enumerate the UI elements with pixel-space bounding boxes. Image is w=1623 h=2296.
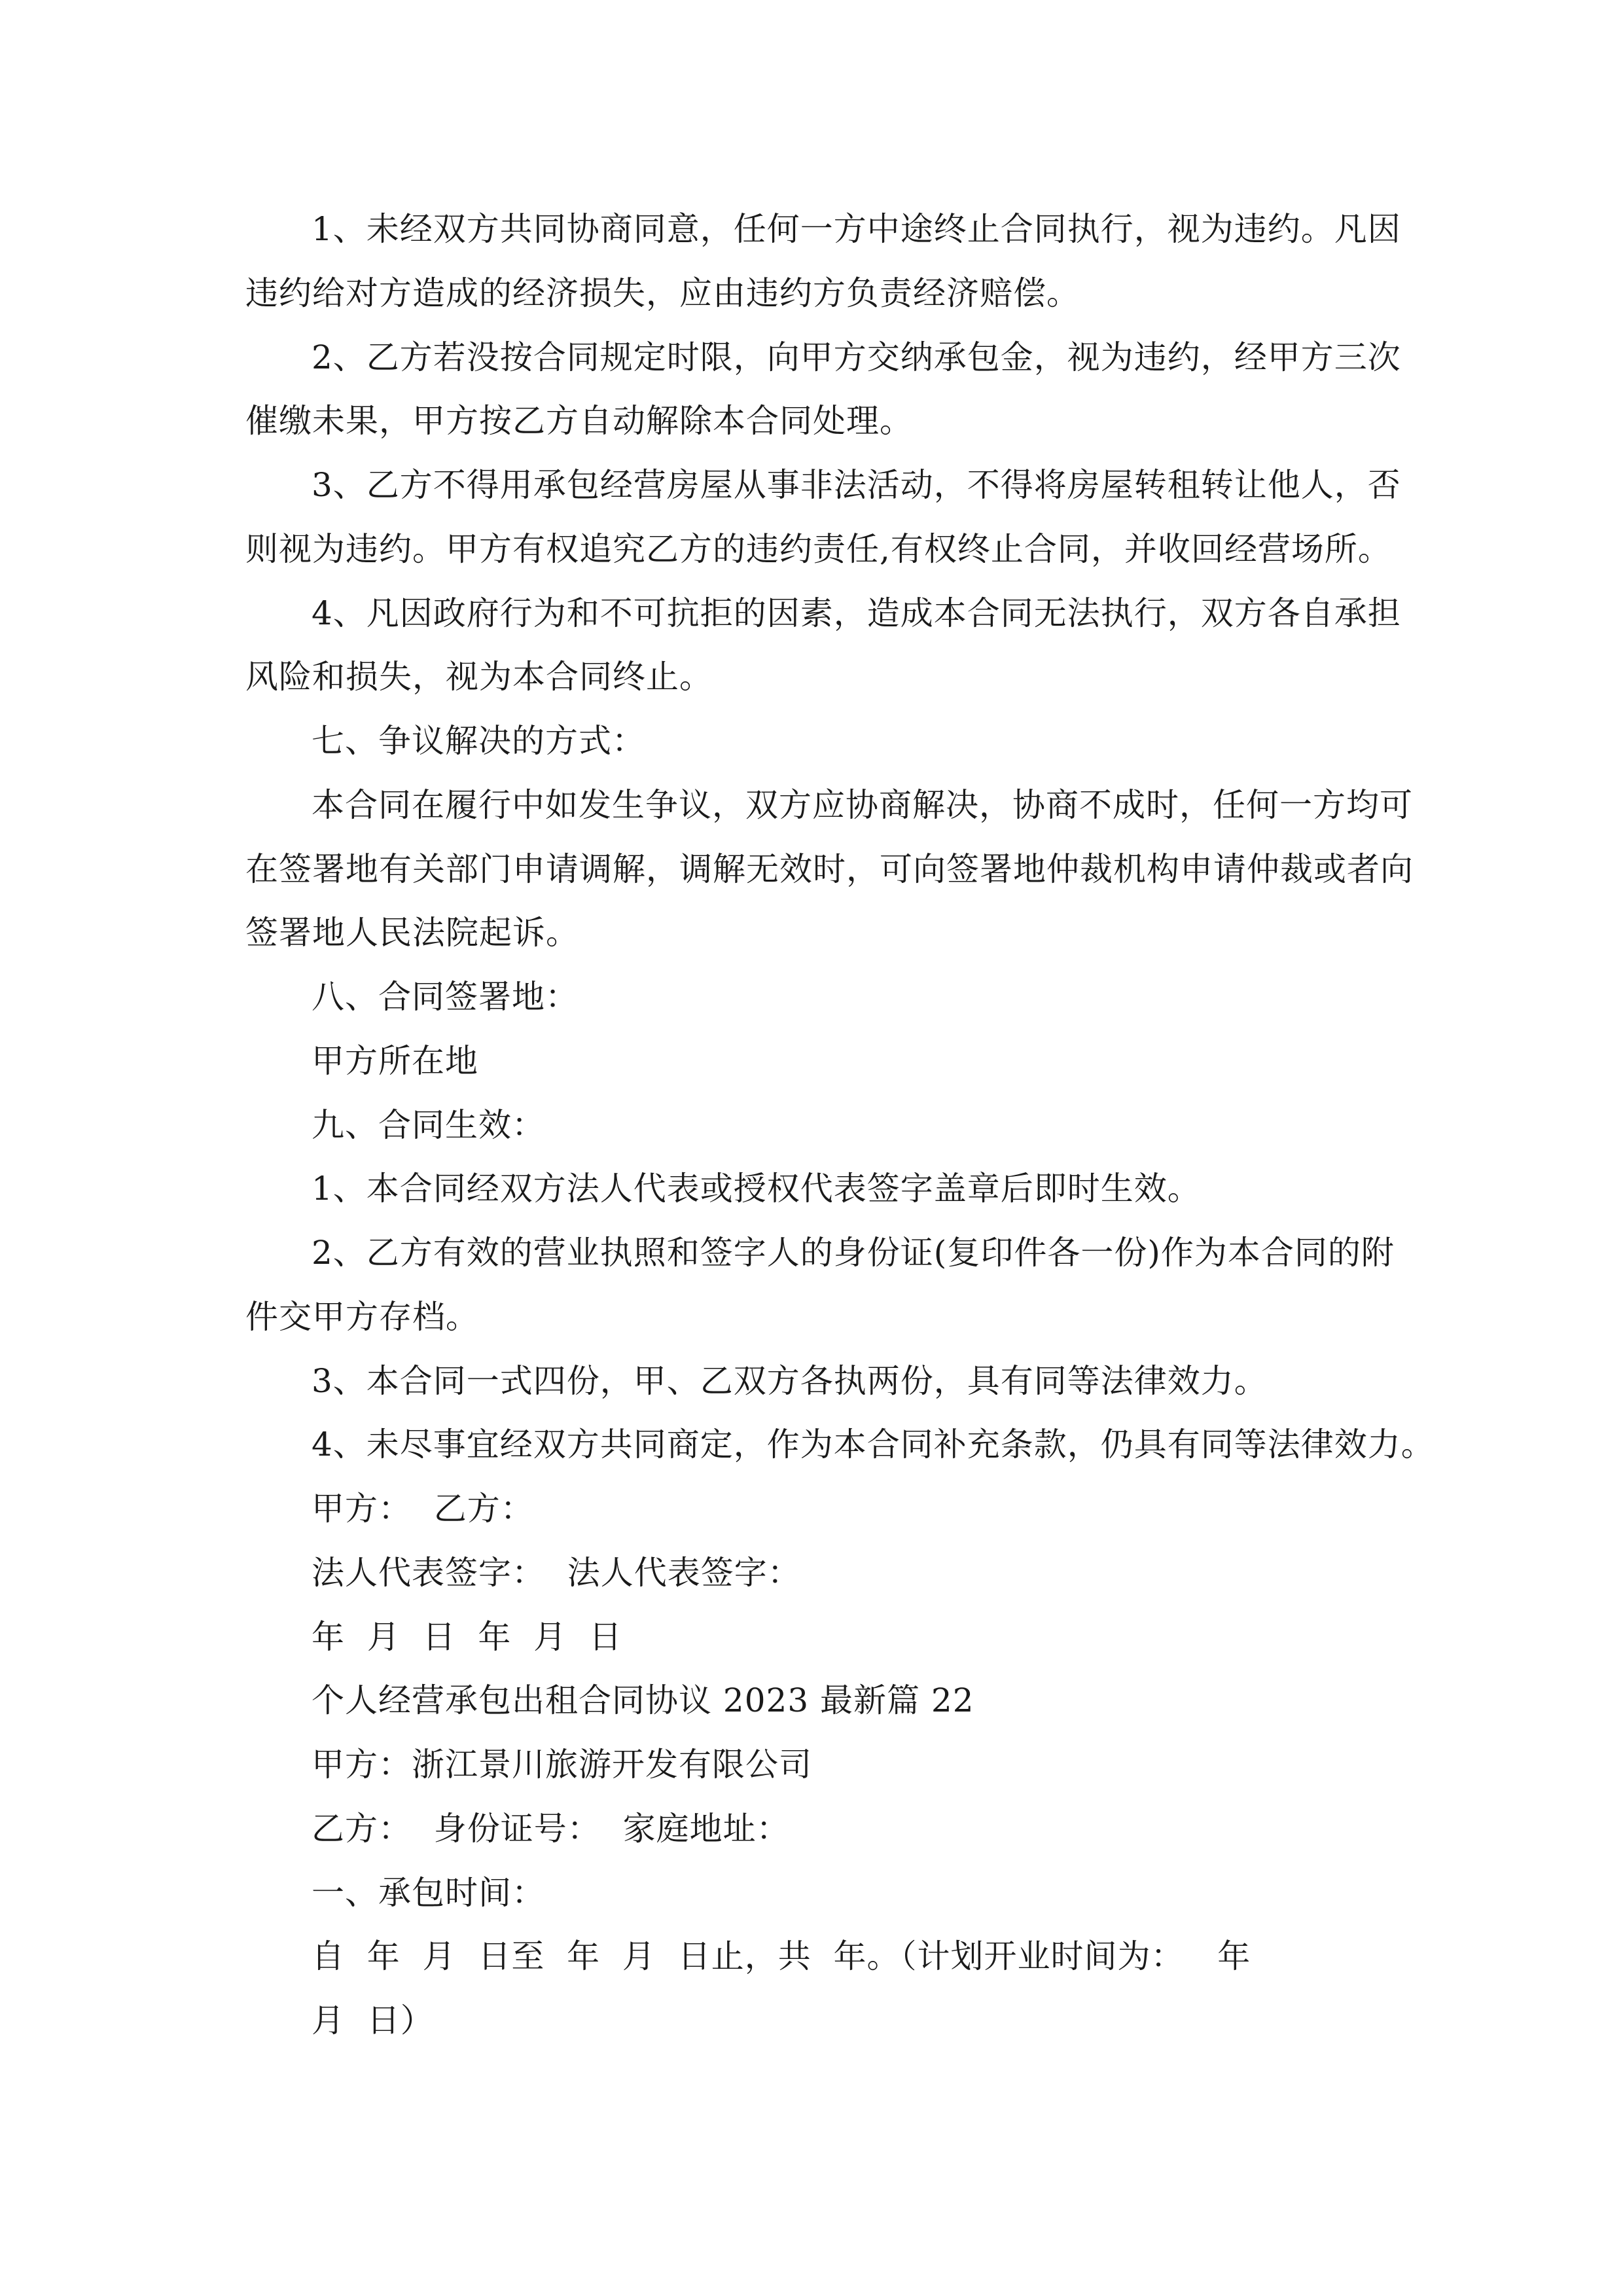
text-line: 件交甲方存档。 — [245, 1298, 479, 1336]
text-line: 风险和损失，视为本合同终止。 — [245, 658, 713, 696]
party-b-line: 乙方： 身份证号： 家庭地址： — [312, 1810, 790, 1848]
text-line: 甲方所在地 — [312, 1042, 478, 1080]
section-heading: 七、争议解决的方式： — [312, 722, 645, 760]
text-line: 3、乙方不得用承包经营房屋从事非法活动，不得将房屋转租转让他人，否 — [312, 466, 1401, 504]
section-heading: 一、承包时间： — [312, 1874, 545, 1912]
text-line: 3、本合同一式四份，甲、乙双方各执两份，具有同等法律效力。 — [312, 1362, 1268, 1400]
text-line: 则视为违约。甲方有权追究乙方的违约责任,有权终止合同，并收回经营场所。 — [245, 530, 1391, 568]
section-heading: 八、合同签署地： — [312, 978, 579, 1016]
term-line: 自 年 月 日至 年 月 日止，共 年。（计划开业时间为： 年 — [312, 1937, 1251, 1975]
text-line: 2、乙方有效的营业执照和签字人的身份证(复印件各一份)作为本合同的附 — [312, 1234, 1395, 1272]
signature-parties-line: 甲方： 乙方： — [312, 1490, 534, 1528]
text-line: 在签署地有关部门申请调解，调解无效时，可向签署地仲裁机构申请仲裁或者向 — [245, 850, 1414, 888]
text-line: 1、未经双方共同协商同意，任何一方中途终止合同执行，视为违约。凡因 — [312, 210, 1401, 248]
date-line: 年 月 日 年 月 日 — [312, 1618, 622, 1656]
text-line: 2、乙方若没按合同规定时限，向甲方交纳承包金，视为违约，经甲方三次 — [312, 338, 1401, 376]
text-line: 4、未尽事宜经双方共同商定，作为本合同补充条款，仍具有同等法律效力。 — [312, 1426, 1435, 1463]
text-line: 本合同在履行中如发生争议，双方应协商解决，协商不成时，任何一方均可 — [312, 786, 1413, 824]
text-line: 违约给对方造成的经济损失，应由违约方负责经济赔偿。 — [245, 274, 1080, 312]
text-line: 签署地人民法院起诉。 — [245, 914, 579, 952]
document-title: 个人经营承包出租合同协议 2023 最新篇 22 — [312, 1681, 974, 1719]
term-line: 月 日） — [312, 2001, 434, 2039]
party-a-line: 甲方：浙江景川旅游开发有限公司 — [312, 1746, 812, 1784]
text-line: 4、凡因政府行为和不可抗拒的因素，造成本合同无法执行，双方各自承担 — [312, 594, 1401, 632]
text-line: 1、本合同经双方法人代表或授权代表签字盖章后即时生效。 — [312, 1170, 1201, 1208]
signature-line: 法人代表签字： 法人代表签字： — [312, 1554, 801, 1592]
section-heading: 九、合同生效： — [312, 1106, 545, 1144]
text-line: 催缴未果，甲方按乙方自动解除本合同处理。 — [245, 402, 913, 440]
